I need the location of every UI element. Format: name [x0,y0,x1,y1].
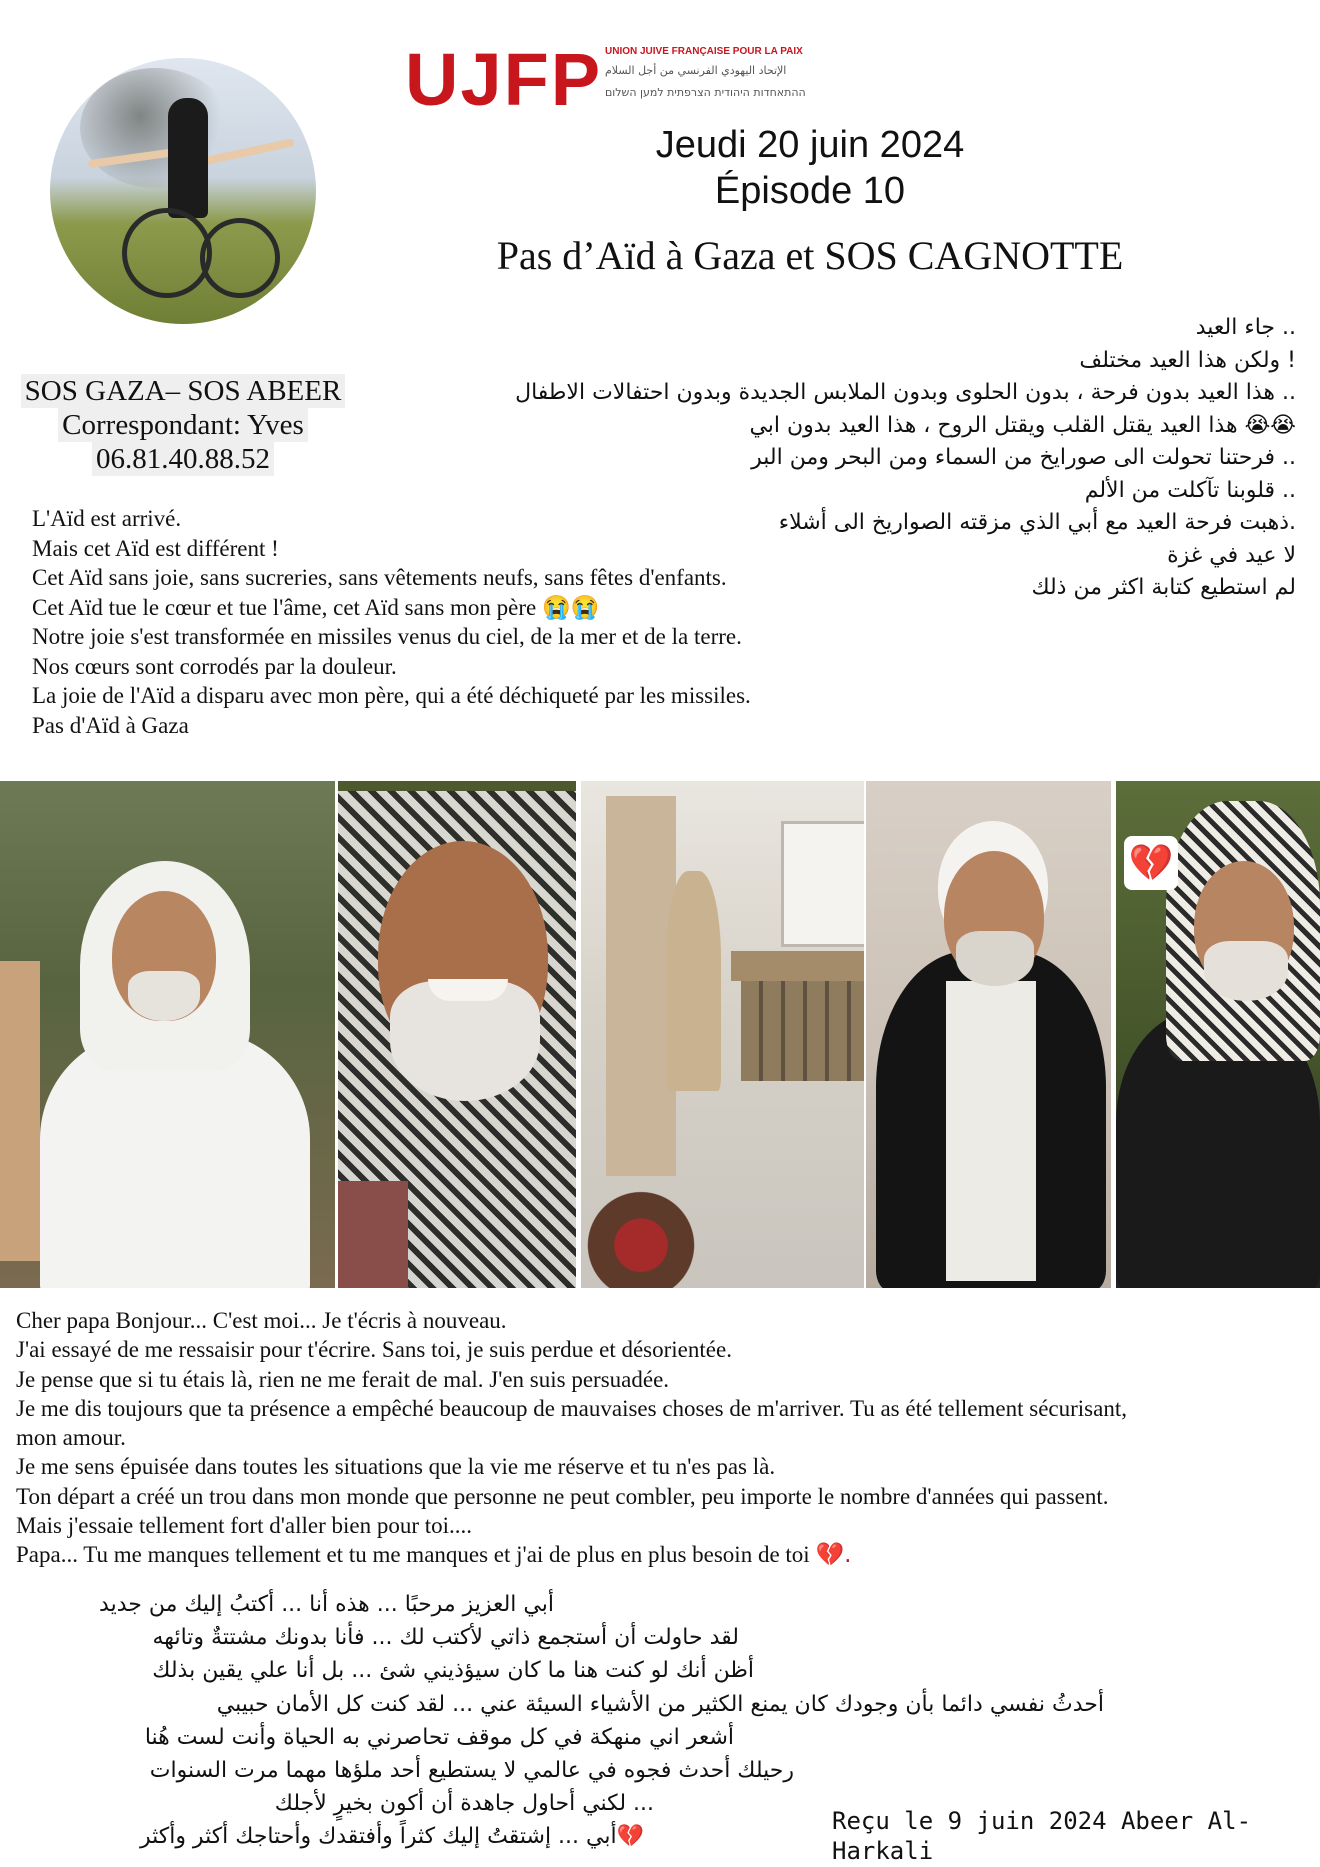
beard [1204,941,1288,1001]
page-title: Pas d’Aïd à Gaza et SOS CAGNOTTE [496,233,1124,278]
signature: Reçu le 9 juin 2024 Abeer Al-Harkali [832,1807,1252,1865]
french-letter-line: Cher papa Bonjour... C'est moi... Je t'écris à nouveau. [16,1308,507,1333]
arabic-intro-line: .. جاء العيد [1195,315,1296,340]
broken-heart-icon: 💔. [815,1542,852,1569]
arabic-intro-line: .. هذا العيد بدون فرحة ، بدون الحلوى وبدون الملابس الجديدة وبدون احتفالات الاطفال [515,380,1296,405]
arabic-letter-line: أشعر اني منهكة في كل موقف تحاصرني به الحياة وأنت لست هُنا [144,1724,734,1750]
french-letter-line: J'ai essayé de me ressaisir pour t'écrire. Sans toi, je suis perdue et désorientée. [16,1337,732,1363]
wheelchair-wheel-icon [200,218,280,298]
logo-line-ar: الإتحاد اليهودي الفرنسي من أجل السلام [605,64,787,77]
french-letter-line: Mais j'essaie tellement fort d'aller bien pour toi.... [16,1513,473,1539]
photo-father-5 [1116,781,1320,1288]
photo-father-4 [866,781,1111,1288]
contact-phone: 06.81.40.88.52 [92,442,274,476]
french-intro-line: Nos cœurs sont corrodés par la douleur. [32,653,397,679]
photo-father-1 [0,781,335,1288]
arabic-intro-line: ! ولكن هذا العيد مختلف [1079,347,1296,373]
wheelchair-wheel-icon [122,208,212,298]
french-intro-line: Cet Aïd sans joie, sans sucreries, sans vêtements neufs, sans fêtes d'enfants. [32,565,727,590]
side-figure [0,961,40,1261]
contact-name: SOS GAZA– SOS ABEER [21,374,346,408]
smile [428,979,508,1001]
watermelon [581,1181,701,1288]
beard [956,931,1034,986]
logo-line-fr: UNION JUIVE FRANÇAISE POUR LA PAIX [605,46,803,57]
woman-figure [168,98,208,218]
pink-garment [338,1181,408,1288]
arabic-intro-line: .ذهبت فرحة العيد مع أبي الذي مزقته الصواريخ الى أشلاء [778,510,1296,535]
french-letter-line: Papa... Tu me manques tellement et tu me manques et j'ai de plus en plus besoin de toi [16,1542,810,1568]
ujfp-logo [405,40,865,120]
arabic-letter-line: 💔أبي ... إشتقتُ إليك كثراً وأفتقدك وأحتاجك أكثر وأكثر [139,1824,644,1850]
arabic-intro-line: .. فرحتنا تحولت الى صورايخ من السماء ومن البحر ومن البر [751,445,1296,470]
counter [731,951,864,981]
arabic-intro-line: .. قلوبنا تآكلت من الألم [1084,477,1296,503]
photo-father-2 [338,781,576,1288]
french-letter-line: mon amour. [16,1425,126,1451]
french-letter-line: Ton départ a créé un trou dans mon monde que personne ne peut combler, peu importe le nombre d'années qui passent. [16,1483,1109,1509]
french-intro [32,504,932,740]
french-intro-line: L'Aïd est arrivé. [32,506,182,531]
arabic-intro-line: 😭😭 هذا العيد يقتل القلب ويقتل الروح ، هذا العيد بدون ابي [749,412,1296,438]
photo-kitchen [581,781,864,1288]
arabic-letter-line: أظن أنك لو كنت هنا ما كان سيؤذيني شئ ... بل أنا علي يقين بذلك [152,1658,754,1684]
window [781,821,864,947]
arabic-letter-line: لقد حاولت أن أستجمع ذاتي لأكتب لك ... فأنا بدونك مشتتةٌ وتائهه [152,1625,739,1651]
arabic-intro-line: لا عيد في غزة [1167,542,1296,568]
french-letter-line: Je me sens épuisée dans toutes les situations que la vie me réserve et tu n'es pas là. [16,1454,776,1480]
arabic-letter-line: ... لكني أحاول جاهدة أن أكون بخيرٍ لأجلك [274,1791,654,1817]
contact-correspondant: Correspondant: Yves [58,408,308,442]
beard [128,971,200,1021]
arabic-letter-line: رحيلك أحدث فجوه في عالمي لا يستطيع أحد ملؤها مهما مرت السنوات [149,1757,794,1783]
logo-line-he: ההתאחדות היהודית הצרפתית למען השלום [605,86,806,99]
contact-block [8,374,358,476]
episode-heading: Épisode 10 [714,170,906,212]
french-letter [16,1306,1306,1571]
french-letter-line: Je me dis toujours que ta présence a empêché beaucoup de mauvaises choses de m'arriver. Tu as été tellement sécurisant, [16,1395,1127,1421]
arabic-intro-line: لم استطيع كتابة اكثر من ذلك [1031,575,1296,600]
french-letter-last-line [16,1540,1306,1570]
french-intro-line: Cet Aïd tue le cœur et tue l'âme, cet Aïd sans mon père 😭😭 [32,594,600,620]
arabic-letter-line: أبي العزيز مرحبًا ... هذه أنا ... أكتبُ إليك من جديد [99,1592,554,1617]
kitchen-shelves [741,981,864,1081]
white-shirt [946,981,1036,1281]
profile-photo [50,58,316,324]
french-intro-line: Mais cet Aïd est différent ! [32,535,279,561]
standing-man [666,871,721,1091]
broken-heart-icon: 💔 [1124,836,1178,890]
photo-strip [0,781,1320,1288]
arabic-letter-line: أحدثُ نفسي دائما بأن وجودك كان يمنع الكثير من الأشياء السيئة عني ... لقد كنت كل الأمان حبيبي [216,1691,1104,1717]
french-intro-line: Pas d'Aïd à Gaza [32,712,189,738]
french-intro-line: La joie de l'Aïd a disparu avec mon père, qui a été déchiqueté par les missiles. [32,683,751,708]
logo-mark: UJFP [405,38,603,121]
french-intro-line: Notre joie s'est transformée en missiles venus du ciel, de la mer et de la terre. [32,624,742,649]
date-heading: Jeudi 20 juin 2024 [655,124,965,166]
french-letter-line: Je pense que si tu étais là, rien ne me ferait de mal. J'en suis persuadée. [16,1366,670,1392]
